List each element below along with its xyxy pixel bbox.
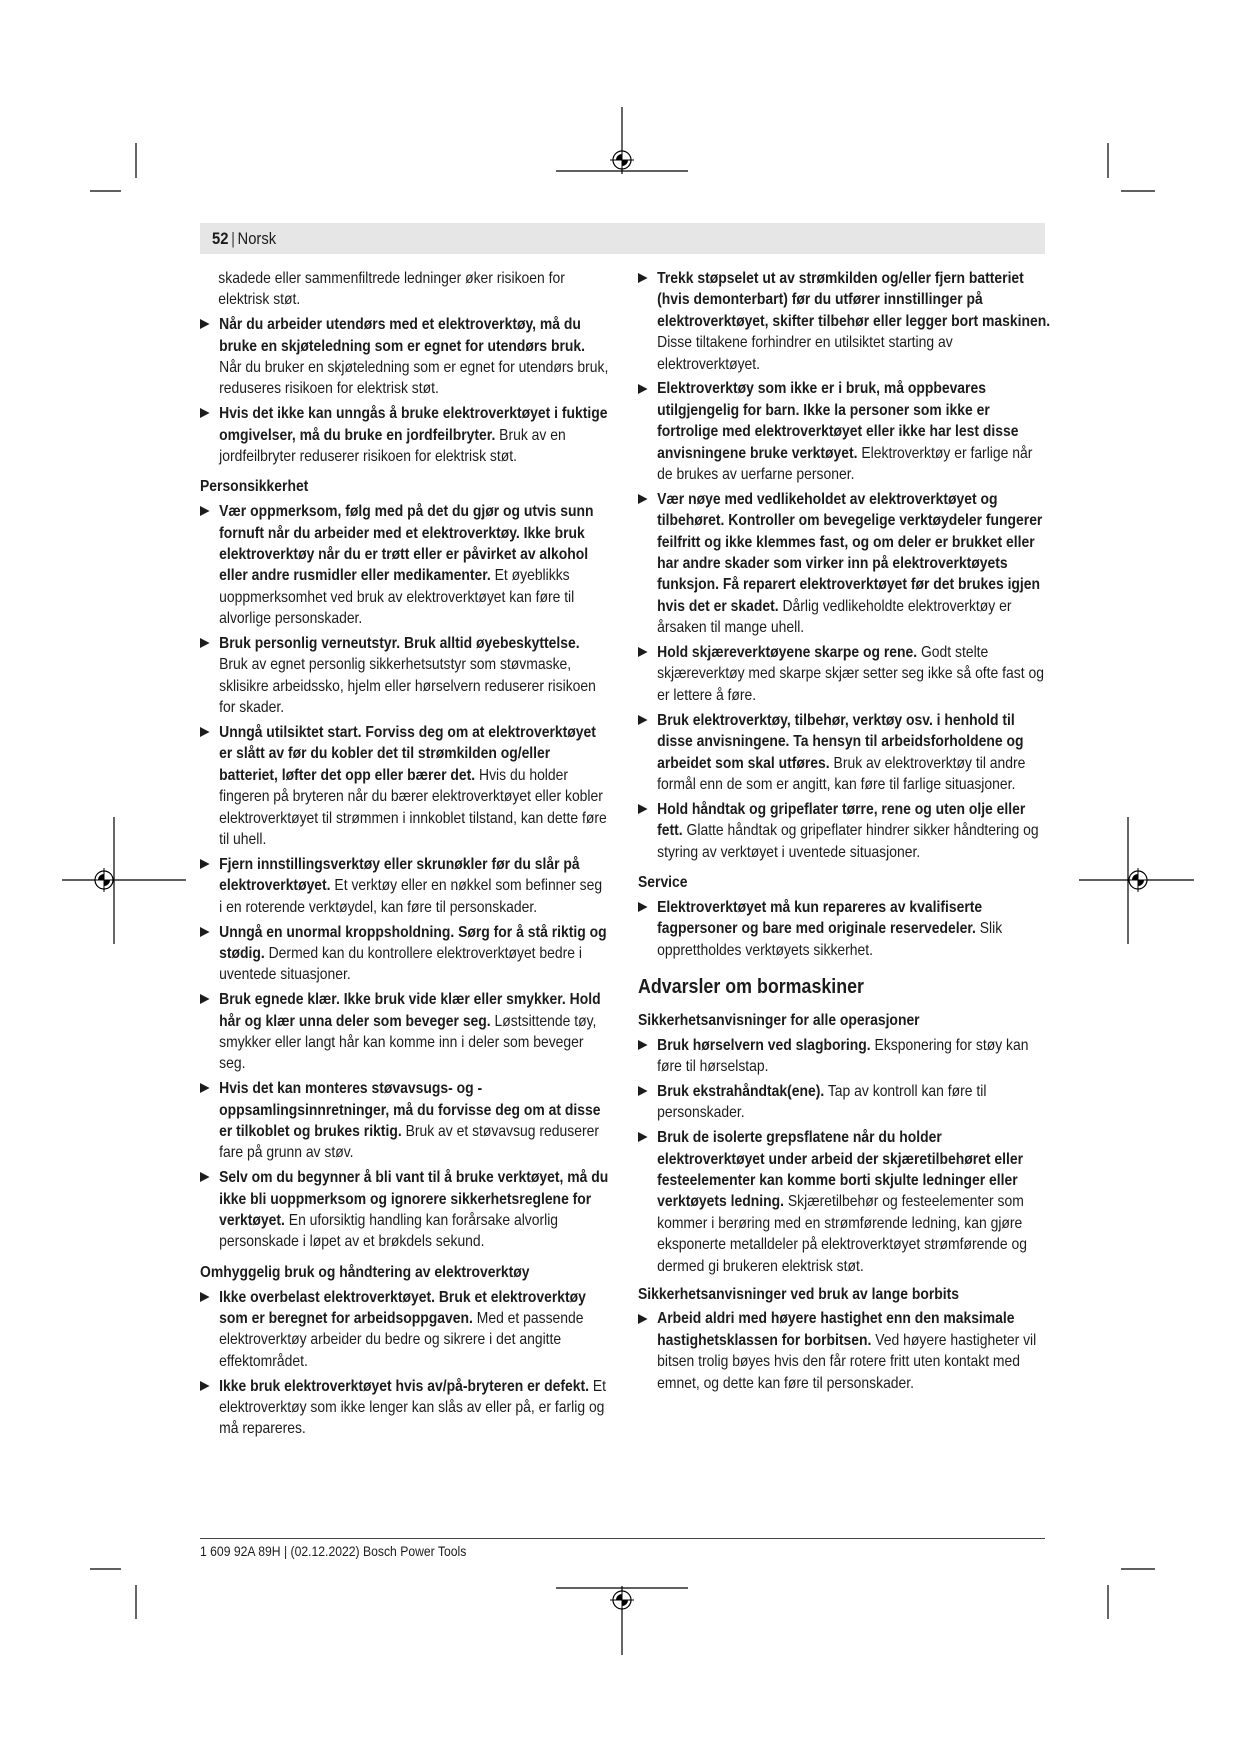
safety-item <box>200 633 609 719</box>
bullet-arrow-icon <box>638 647 648 657</box>
safety-item <box>638 642 1051 706</box>
bullet-arrow-icon <box>638 1086 648 1096</box>
safety-item-detail: Tap av kontroll kan føre til personskader. <box>657 1082 987 1122</box>
safety-item <box>638 268 1051 375</box>
safety-item <box>200 989 609 1075</box>
bullet-arrow-icon <box>638 273 648 283</box>
section-heading-service: Service <box>638 873 688 891</box>
safety-item-lead: Bruk elektroverktøy, tilbehør, verktøy osv. i henhold til disse anvisningene. Ta hensyn til arbeidsforholdene og arbeidet som skal utføres. <box>657 711 1024 772</box>
safety-item <box>638 1035 1051 1078</box>
safety-item-lead: Bruk egnede klær. Ikke bruk vide klær eller smykker. Hold hår og klær unna deler som beveger seg. <box>219 991 601 1030</box>
bullet-arrow-icon <box>638 715 648 725</box>
safety-item-lead: Arbeid aldri med høyere hastighet enn den maksimale hastighetsklassen for borbitsen. <box>657 1310 1015 1349</box>
bullet-arrow-icon <box>200 1083 210 1093</box>
bullet-arrow-icon <box>200 638 210 648</box>
bullet-arrow-icon <box>200 727 210 737</box>
safety-item-detail: Skjæretilbehør og festeelementer som kommer i berøring med en strømførende ledning, kan gjøre eksponerte metalldeler på elektroverktøyet strømførende og dermed gi brukeren elektrisk støt. <box>657 1193 1027 1275</box>
continued-paragraph: skadede eller sammenfiltrede ledninger øker risikoen for elektrisk støt. <box>218 270 565 309</box>
bullet-arrow-icon <box>200 927 210 937</box>
safety-item <box>200 403 609 467</box>
bullet-arrow-icon <box>638 1040 648 1050</box>
safety-item <box>200 722 609 850</box>
safety-item-lead: Bruk personlig verneutstyr. Bruk alltid øyebeskyttelse. <box>219 635 580 653</box>
bullet-arrow-icon <box>200 506 210 516</box>
header-separator: | <box>231 229 235 248</box>
bullet-arrow-icon <box>638 804 648 814</box>
safety-item <box>638 378 1051 485</box>
safety-item-lead: Bruk hørselvern ved slagboring. <box>657 1036 871 1054</box>
bullet-arrow-icon <box>638 1132 648 1142</box>
safety-item-lead: Vær nøye med vedlikeholdet av elektroverktøyet og tilbehøret. Kontroller om bevegelige verktøydeler fungerer feilfritt og ikke klemmes fast, og om deler er brukket eller har andre skader som virker inn på elektroverktøyets funksjon. Få reparert elektroverktøyet før det brukes igjen hvis det er skadet. <box>657 490 1043 615</box>
safety-item-detail: Dermed kan du kontrollere elektroverktøyet bedre i uventede situasjoner. <box>219 944 582 984</box>
bullet-arrow-icon <box>638 1314 648 1324</box>
registration-mark-icon <box>92 868 116 892</box>
subheading-all-operations: Sikkerhetsanvisninger for alle operasjoner <box>638 1011 920 1029</box>
section-heading-tool-use: Omhyggelig bruk og håndtering av elektroverktøy <box>200 1263 530 1281</box>
safety-item-detail: Når du bruker en skjøteledning som er egnet for utendørs bruk, reduseres risikoen for elektrisk støt. <box>219 359 609 398</box>
section-language: Norsk <box>237 229 277 248</box>
safety-item-lead: Når du arbeider utendørs med et elektroverktøy, må du bruke en skjøteledning som er egnet for utendørs bruk. <box>219 316 585 355</box>
safety-item <box>200 854 609 918</box>
footer-rule <box>200 1538 1045 1539</box>
safety-item-detail: Bruk av et støvavsug reduserer fare på grunn av støv. <box>219 1122 599 1162</box>
safety-item <box>638 799 1051 863</box>
bullet-arrow-icon <box>638 902 648 912</box>
safety-item-lead: Hvis det ikke kan unngås å bruke elektroverktøyet i fuktige omgivelser, må du bruke en jordfeilbryter. <box>219 405 608 444</box>
safety-item-lead: Fjern innstillingsverktøy eller skrunøkler før du slår på elektroverktøyet. <box>219 855 580 895</box>
bullet-arrow-icon <box>638 384 648 394</box>
safety-item-detail: Bruk av elektroverktøy til andre formål enn de som er angitt, kan føre til farlige situasjoner. <box>657 754 1026 793</box>
safety-item <box>638 897 1051 961</box>
safety-item <box>200 1376 609 1440</box>
safety-item-detail: Et verktøy eller en nøkkel som befinner seg i en roterende verktøydel, kan føre til personskader. <box>219 877 603 916</box>
safety-item-detail: Elektroverktøy er farlige når de brukes av uerfarne personer. <box>657 444 1033 484</box>
safety-item-lead: Hold håndtak og gripeflater tørre, rene og uten olje eller fett. <box>657 800 1026 840</box>
registration-mark-icon <box>1126 868 1150 892</box>
bullet-arrow-icon <box>200 994 210 1004</box>
safety-item <box>200 922 609 986</box>
bullet-arrow-icon <box>200 408 210 418</box>
safety-item-detail: Løstsittende tøy, smykker eller langt hår kan komme inn i deler som beveger seg. <box>219 1012 597 1073</box>
footer-imprint: 1 609 92A 89H | (02.12.2022) Bosch Power Tools <box>200 1543 467 1559</box>
registration-mark-icon <box>610 1588 634 1612</box>
subheading-long-drill-bits: Sikkerhetsanvisninger ved bruk av lange borbits <box>638 1285 960 1303</box>
safety-item-lead: Ikke overbelast elektroverktøyet. Bruk et elektroverktøy som er beregnet for arbeidsoppgaven. <box>219 1288 586 1327</box>
bullet-arrow-icon <box>200 1381 210 1391</box>
safety-item-lead: Bruk ekstrahåndtak(ene). <box>657 1082 825 1100</box>
section-title-drill-warnings: Advarsler om bormaskiner <box>638 974 865 998</box>
safety-item-detail: Disse tiltakene forhindrer en utilsiktet starting av elektroverktøyet. <box>657 334 953 373</box>
safety-item-detail: Godt stelte skjæreverktøy med skarpe skjær setter seg ikke så ofte fast og er lettere å føre. <box>657 644 1044 704</box>
safety-item <box>200 1287 609 1373</box>
section-heading-personal-safety: Personsikkerhet <box>200 478 309 496</box>
page-header-text <box>212 223 276 254</box>
safety-item <box>638 489 1051 639</box>
bullet-arrow-icon <box>200 1172 210 1182</box>
safety-item <box>200 1078 609 1164</box>
registration-mark-icon <box>610 148 634 172</box>
safety-item <box>200 314 609 400</box>
safety-item-lead: Unngå en unormal kroppsholdning. Sørg for å stå riktig og stødig. <box>219 923 607 962</box>
safety-item-lead: Hold skjæreverktøyene skarpe og rene. <box>657 644 918 662</box>
safety-item-lead: Elektroverktøy som ikke er i bruk, må oppbevares utilgjengelig for barn. Ikke la personer som ikke er fortrolige med elektroverktøyet eller ikke har lest disse anvisningene bruke verktøyet. <box>657 380 1019 462</box>
right-column <box>638 268 1051 1394</box>
safety-item-detail: Ved høyere hastigheter vil bitsen trolig bøyes hvis den får rotere fritt uten kontakt med emnet, og dette kan føre til personskader. <box>657 1331 1037 1392</box>
bullet-arrow-icon <box>638 494 648 504</box>
safety-item <box>200 1167 609 1253</box>
safety-item-detail: Bruk av en jordfeilbryter reduserer risikoen for elektrisk støt. <box>219 426 566 466</box>
safety-item <box>638 1127 1051 1277</box>
bullet-arrow-icon <box>200 319 210 329</box>
safety-item-detail: Hvis du holder fingeren på bryteren når du bærer elektroverktøyet eller kobler elektroverktøyet til strømmen i innkoblet tilstand, kan dette føre til uhell. <box>219 766 607 849</box>
left-column <box>200 268 609 1440</box>
safety-item <box>200 501 609 629</box>
safety-item-detail: Bruk av egnet personlig sikkerhetsutstyr som støvmaske, sklisikre arbeidssko, hjelm eller hørselvern reduserer risikoen for skader. <box>219 656 596 717</box>
safety-item-lead: Ikke bruk elektroverktøyet hvis av/på-bryteren er defekt. <box>219 1377 589 1395</box>
safety-item <box>638 1308 1051 1394</box>
safety-item-detail: Et øyeblikks uoppmerksomhet ved bruk av elektroverktøyet kan føre til alvorlige personskader. <box>219 567 575 628</box>
safety-item-detail: En uforsiktig handling kan forårsake alvorlig personskade i løpet av et brøkdels sekund. <box>219 1211 559 1251</box>
safety-item-detail: Dårlig vedlikeholdte elektroverktøy er årsaken til mange uhell. <box>657 597 1012 637</box>
safety-item-lead: Trekk støpselet ut av strømkilden og/eller fjern batteriet (hvis demonterbart) før du utfører innstillinger på elektroverktøyet, skifter tilbehør eller legger bort maskinen. <box>657 270 1051 330</box>
safety-item-detail: Et elektroverktøy som ikke lenger kan slås av eller på, er farlig og må repareres. <box>219 1377 606 1438</box>
safety-item <box>638 1081 1051 1124</box>
page-number: 52 <box>212 229 229 248</box>
safety-item-detail: Eksponering for støy kan føre til hørselstap. <box>657 1036 1029 1076</box>
safety-item <box>638 710 1051 796</box>
safety-item-lead: Vær oppmerksom, følg med på det du gjør og utvis sunn fornuft når du arbeider med et elektroverktøy. Ikke bruk elektroverktøy når du er trøtt eller er påvirket av alkohol eller andre rusmidler eller medikamenter. <box>219 503 594 585</box>
safety-item-lead: Hvis det kan monteres støvavsugs- og - oppsamlingsinnretninger, må du forvisse deg om at disse er tilkoblet og brukes riktig. <box>219 1080 601 1140</box>
page-header <box>200 223 1045 254</box>
safety-item-detail: Slik opprettholdes verktøyets sikkerhet. <box>657 920 1003 959</box>
safety-item-lead: Elektroverktøyet må kun repareres av kvalifiserte fagpersoner og bare med originale reservedeler. <box>657 898 983 938</box>
safety-item-lead: Unngå utilsiktet start. Forviss deg om at elektroverktøyet er slått av før du kobler det til strømkilden og/eller batteriet, løfter det opp eller bærer det. <box>219 724 596 784</box>
safety-item-detail: Med et passende elektroverktøy arbeider du bedre og sikrere i det angitte effektområdet. <box>219 1309 584 1370</box>
safety-item-detail: Glatte håndtak og gripeflater hindrer sikker håndtering og styring av verktøyet i uventede situasjoner. <box>657 822 1039 861</box>
bullet-arrow-icon <box>200 859 210 869</box>
bullet-arrow-icon <box>200 1292 210 1302</box>
safety-item-lead: Bruk de isolerte grepsflatene når du holder elektroverktøyet under arbeid der skjæretilbehøret eller festeelementer kan komme borti skjulte ledninger eller verktøyets ledning. <box>657 1129 1024 1211</box>
safety-item-lead: Selv om du begynner å bli vant til å bruke verktøyet, må du ikke bli uoppmerksom og ignorere sikkerhetsreglene for verktøyet. <box>219 1169 609 1229</box>
